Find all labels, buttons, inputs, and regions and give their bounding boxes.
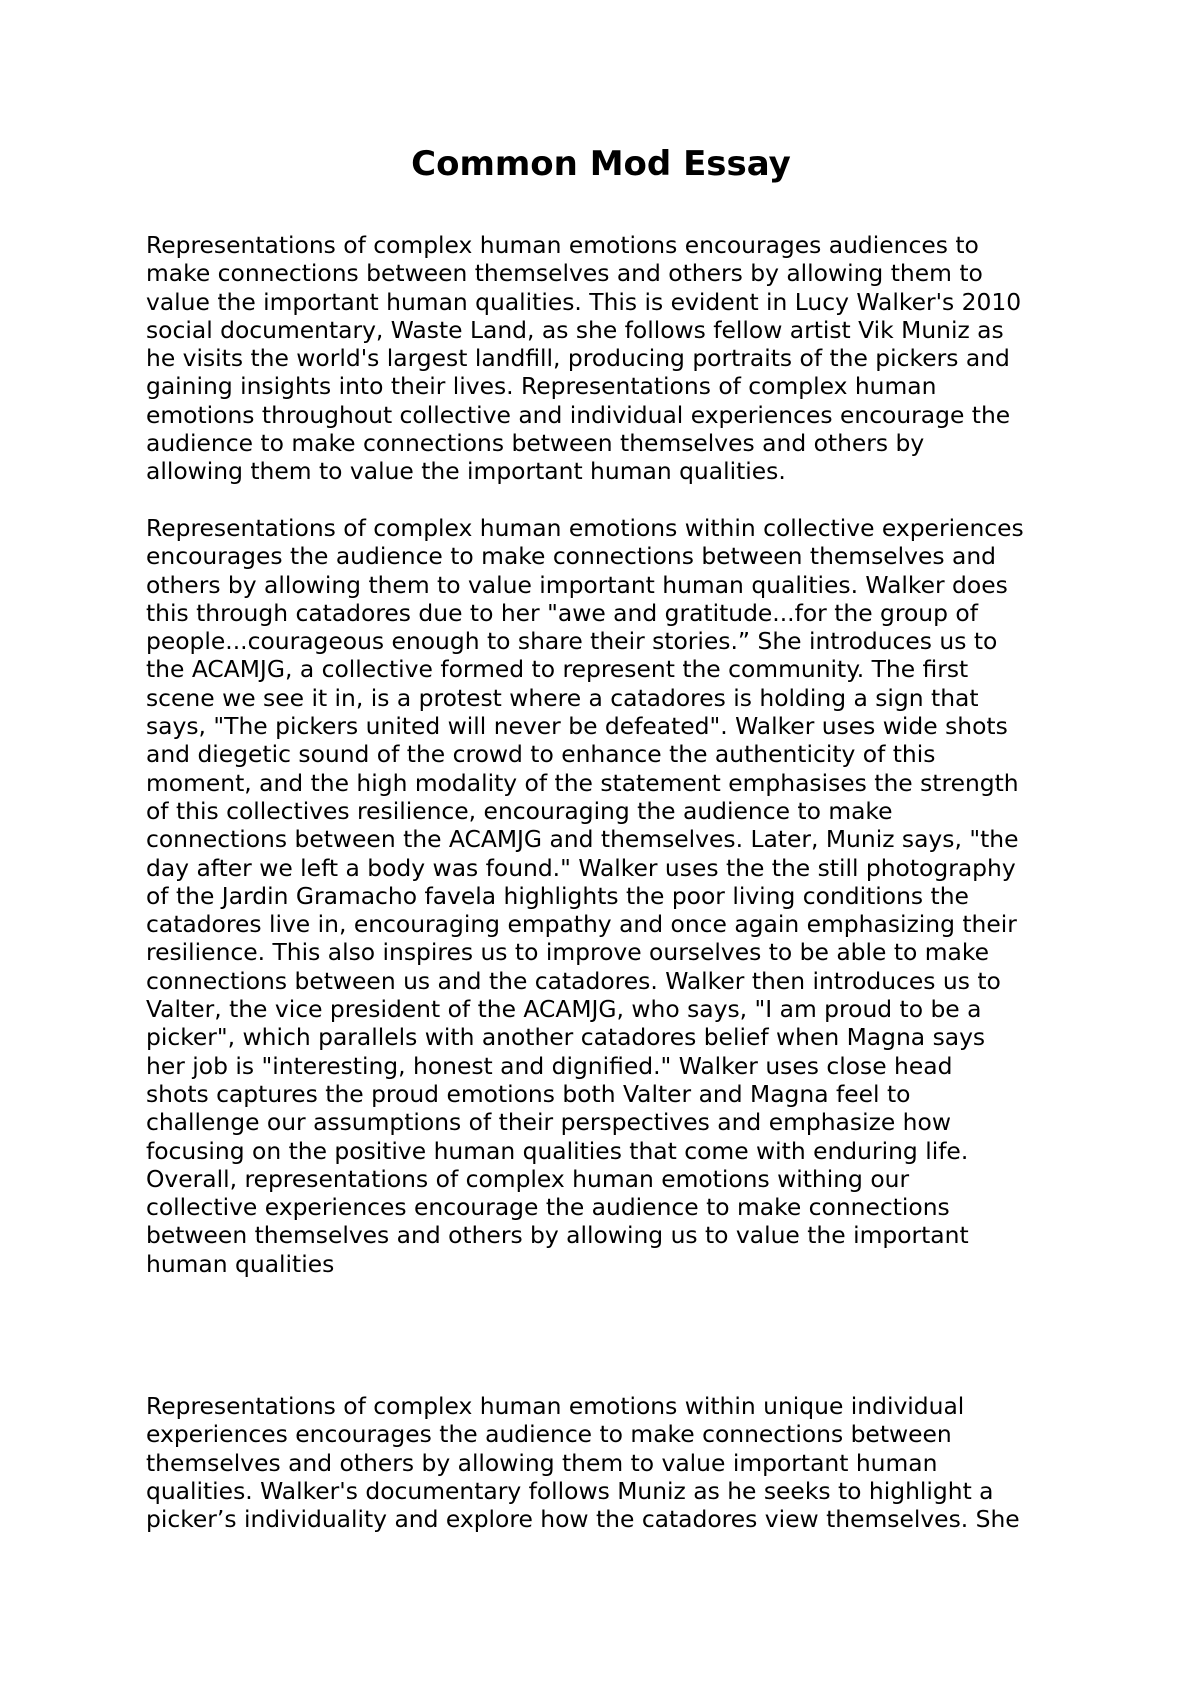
text-line: Overall, representations of complex human emotions withing our <box>146 1164 910 1193</box>
text-line: make connections between themselves and others by allowing them to <box>146 259 983 288</box>
text-line: focusing on the positive human qualities that come with enduring life. <box>146 1136 969 1165</box>
text-line: he visits the world's largest landfill, producing portraits of the pickers and <box>146 344 1010 373</box>
text-line: social documentary, Waste Land, as she follows fellow artist Vik Muniz as <box>146 315 1004 344</box>
text-line: themselves and others by allowing them to value important human <box>146 1448 938 1477</box>
text-line: qualities. Walker's documentary follows Muniz as he seeks to highlight a <box>146 1476 994 1505</box>
text-line: Representations of complex human emotions within collective experiences <box>146 514 1024 542</box>
text-line: of this collectives resilience, encouraging the audience to make <box>146 796 893 825</box>
text-line: shots captures the proud emotions both Valter and Magna feel to <box>146 1079 911 1108</box>
text-line: Representations of complex human emotions within unique individual <box>146 1392 965 1420</box>
paragraph-introduction <box>146 231 1066 486</box>
text-line: between themselves and others by allowing us to value the important <box>146 1221 969 1250</box>
text-line: encourages the audience to make connections between themselves and <box>146 542 997 571</box>
text-line: day after we left a body was found." Walker uses the the still photography <box>146 853 1016 882</box>
text-line: human qualities <box>146 1249 335 1278</box>
text-line: collective experiences encourage the audience to make connections <box>146 1193 950 1222</box>
text-line: this through catadores due to her "awe and gratitude...for the group of <box>146 598 978 627</box>
text-line: emotions throughout collective and individual experiences encourage the <box>146 400 1011 429</box>
text-line: others by allowing them to value important human qualities. Walker does <box>146 570 1008 599</box>
paragraph-individual-experiences <box>146 1392 1066 1533</box>
text-line: allowing them to value the important human qualities. <box>146 457 786 486</box>
paragraph-collective-experiences <box>146 514 1066 1278</box>
text-line: picker’s individuality and explore how the catadores view themselves. She <box>146 1505 1020 1534</box>
text-line: scene we see it in, is a protest where a catadores is holding a sign that <box>146 683 979 712</box>
text-line: value the important human qualities. This is evident in Lucy Walker's 2010 <box>146 287 1022 316</box>
text-line: says, "The pickers united will never be defeated". Walker uses wide shots <box>146 712 1008 741</box>
text-line: people...courageous enough to share their stories.” She introduces us to <box>146 627 998 656</box>
text-line: moment, and the high modality of the statement emphasises the strength <box>146 768 1019 797</box>
text-line: her job is "interesting, honest and dignified." Walker uses close head <box>146 1051 953 1080</box>
text-line: catadores live in, encouraging empathy and once again emphasizing their <box>146 910 1017 939</box>
text-line: picker", which parallels with another catadores belief when Magna says <box>146 1023 986 1052</box>
text-line: gaining insights into their lives. Representations of complex human <box>146 372 937 401</box>
text-line: audience to make connections between themselves and others by <box>146 429 925 458</box>
text-line: Valter, the vice president of the ACAMJG, who says, "I am proud to be a <box>146 995 982 1024</box>
text-line: and diegetic sound of the crowd to enhance the authenticity of this <box>146 740 936 769</box>
text-line: of the Jardin Gramacho favela highlights the poor living conditions the <box>146 881 969 910</box>
text-line: resilience. This also inspires us to improve ourselves to be able to make <box>146 938 989 967</box>
text-line: the ACAMJG, a collective formed to represent the community. The first <box>146 655 969 684</box>
text-line: connections between us and the catadores. Walker then introduces us to <box>146 966 1001 995</box>
text-line: Representations of complex human emotions encourages audiences to <box>146 231 979 259</box>
text-line: connections between the ACAMJG and themselves. Later, Muniz says, "the <box>146 825 1019 854</box>
text-line: challenge our assumptions of their perspectives and emphasize how <box>146 1108 951 1137</box>
document-title: Common Mod Essay <box>411 144 791 184</box>
text-line: experiences encourages the audience to make connections between <box>146 1420 952 1449</box>
